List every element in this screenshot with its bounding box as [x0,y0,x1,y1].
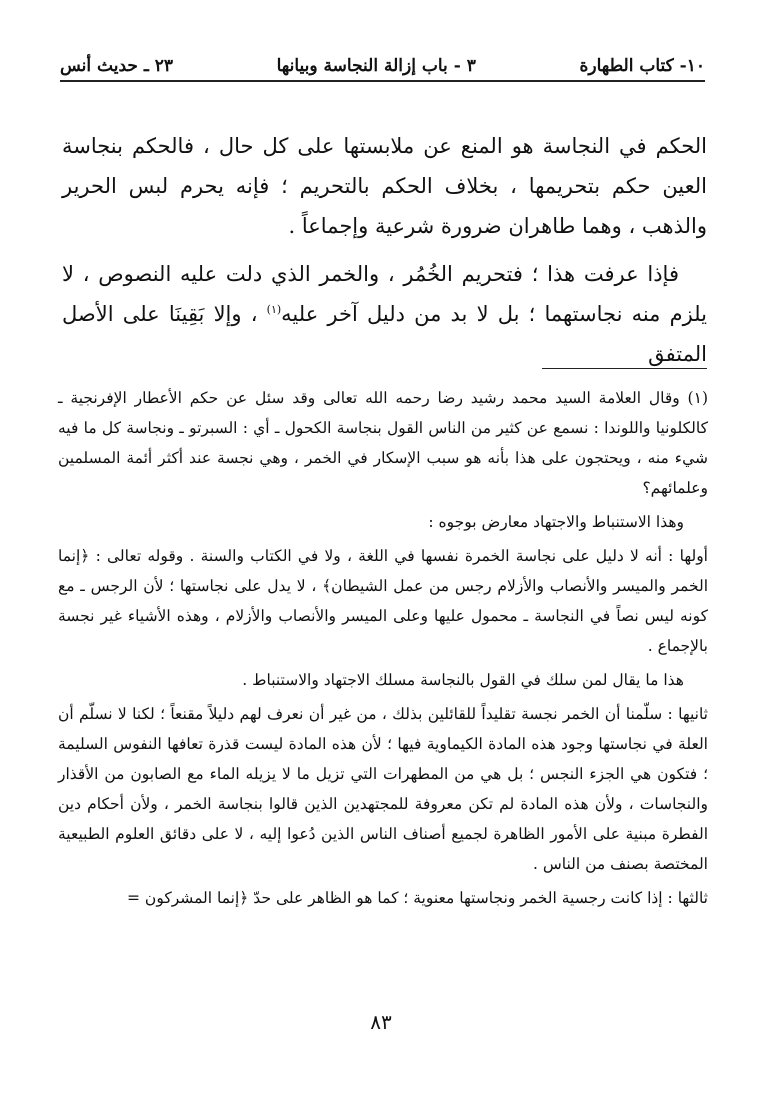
main-text [62,126,707,382]
footnote-paragraph-4: هذا ما يقال لمن سلك في القول بالنجاسة مسلك الاجتهاد والاستنباط . [242,671,684,689]
page-number: ٨٣ [370,1010,392,1034]
footnotes [58,383,708,917]
main-paragraph-2-start: فإذا عرفت هذا ؛ فتحريم الخُمُر ، والخمر الذي دلت عليه النصوص ، لا يلزم منه نجاستهما ؛ بل لا بد من دليل آخر عليه [62,262,707,326]
footnote-paragraph-6: ثالثها : إذا كانت رجسية الخمر ونجاستها معنوية ؛ كما هو الظاهر على حدّ ﴿إنما المشركون = [127,889,708,907]
running-header [60,48,705,82]
footnote-paragraph-3: أولها : أنه لا دليل على نجاسة الخمرة نفسها في اللغة ، ولا في الكتاب والسنة . وقوله تعالى : ﴿إنما الخمر والميسر والأنصاب والأزلام رجس من عمل الشيطان﴾ ، لا يدل على نجاستها ؛ لأن الرجس ـ مع كونه ليس نصاً في النجاسة ـ محمول عليها وعلى الميسر والأنصاب والأزلام ، وهذه الأشياء غير نجسة بالإجماع . [58,547,708,655]
main-paragraph-2-end: ، وإلا بَقِينَا على الأصل المتفق [62,302,707,366]
header-chapter: ١٠- كتاب الطهارة [579,56,705,76]
main-paragraph-1: الحكم في النجاسة هو المنع عن ملابستها على كل حال ، فالحكم بنجاسة العين حكم بتحريمها ، بخلاف الحكم بالتحريم ؛ فإنه يحرم لبس الحرير والذهب ، وهما طاهران ضرورة شرعية وإجماعاً . [62,134,707,238]
main-paragraph-2 [62,254,707,374]
header-section: ٣ - باب إزالة النجاسة وبيانها [276,56,476,76]
footnote-paragraph-2: وهذا الاستنباط والاجتهاد معارض بوجوه : [428,513,684,531]
footnote-paragraph-5: ثانيها : سلّمنا أن الخمر نجسة تقليداً للقائلين بذلك ، من غير أن نعرف لهم دليلاً مقنعاً ؛ لكنا لا نسلّم أن العلة في نجاستها وجود هذه المادة الكيماوية فيها ؛ لأن هذه المادة ليست قذرة تعافها النفوس السليمة ؛ فتكون هي الجزء النجس ؛ بل هي من المطهرات التي تزيل ما لا يزيله الماء مع الصابون من الأقذار والنجاسات ، ولأن هذه المادة لم تكن معروفة للمجتهدين الذين قالوا بنجاسة الخمر ، ولأن أحكام دين الفطرة مبنية على الأمور الظاهرة لجميع أصناف الناس الذين دُعوا إليه ، لا على دقائق العلوم الطبيعية المختصة بصنف من الناس . [58,705,708,873]
footnote-marker: (١) [266,303,282,316]
header-hadith: ٢٣ ـ حديث أنس [60,56,173,76]
footnote-1: (١) وقال العلامة السيد محمد رشيد رضا رحمه الله تعالى وقد سئل عن حكم الأعطار الإفرنجية ـ كالكلونيا واللوندا : نسمع عن كثير من الناس القول بنجاسة الكحول ـ أي : السبرتو ـ ونجاسة كل ما فيه شيء منه ، ويحتجون على هذا بأنه هو سبب الإسكار في الخمر ، وهي نجسة عند أكثر أئمة المسلمين وعلمائهم؟ [58,389,708,497]
footnote-divider [542,368,707,369]
